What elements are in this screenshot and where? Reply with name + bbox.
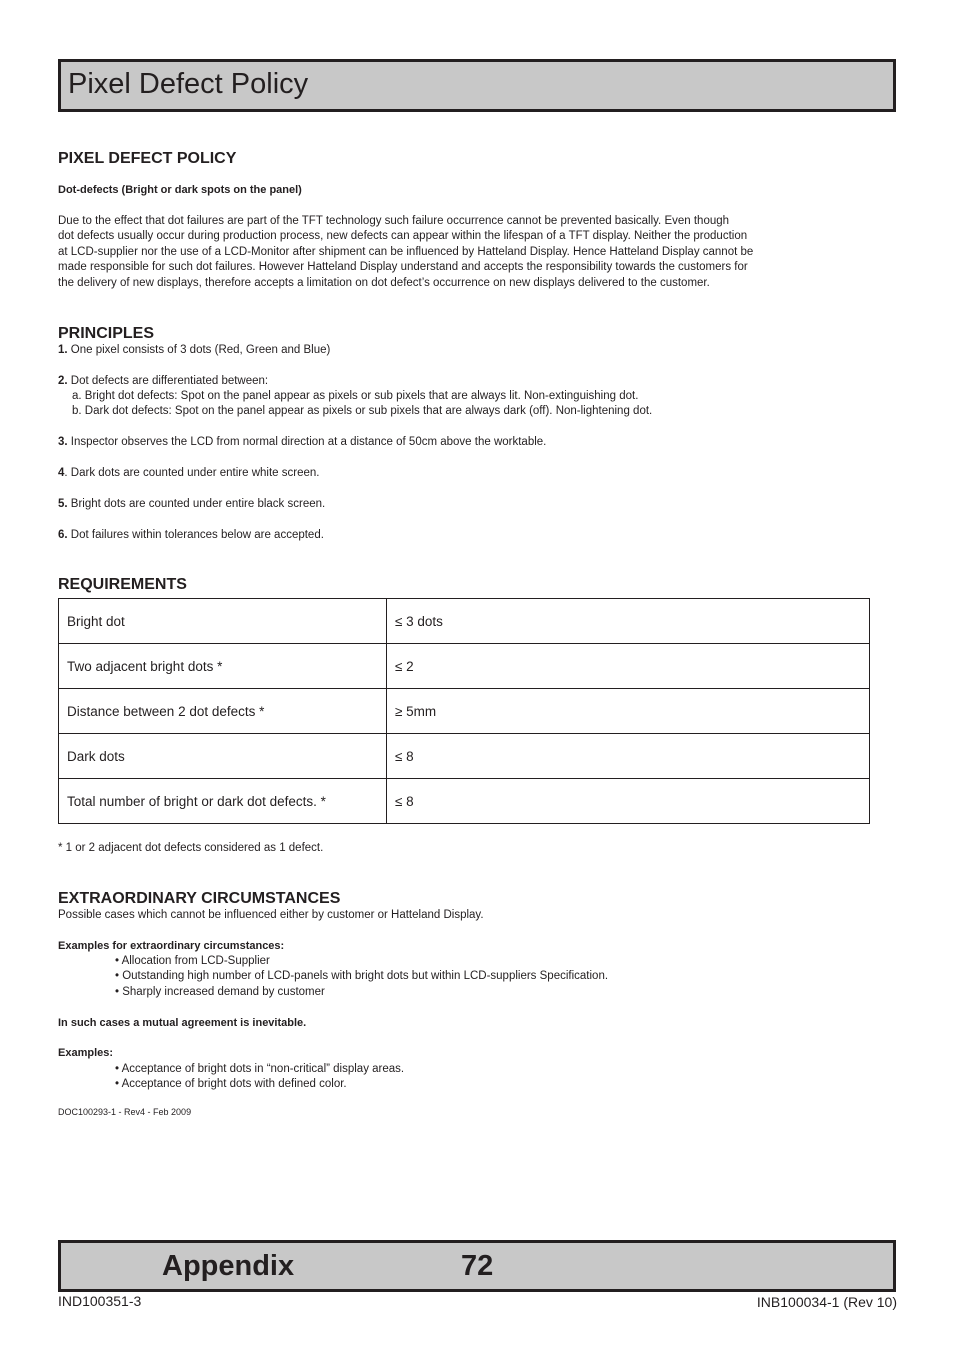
principle-item [58,436,546,448]
page-header [58,59,896,112]
bullet-item: • Sharply increased demand by customer [115,986,325,998]
page-number: 72 [461,1250,494,1282]
item-number: 2. [58,375,68,387]
document-reference: DOC100293-1 - Rev4 - Feb 2009 [58,1107,192,1117]
table-cell-value: ≤ 8 [387,779,870,824]
section-heading-requirements: REQUIREMENTS [58,576,187,593]
table-cell-label: Dark dots [59,734,387,779]
principle-item [58,344,330,356]
principle-item [58,375,268,387]
table-row [59,599,870,644]
table-cell-label: Bright dot [59,599,387,644]
intro-paragraph [58,214,848,291]
section-heading-extraordinary: EXTRAORDINARY CIRCUMSTANCES [58,890,341,907]
table-footnote: * 1 or 2 adjacent dot defects considered as 1 defect. [58,842,324,854]
table-cell-label: Two adjacent bright dots * [59,644,387,689]
page-title: Pixel Defect Policy [68,68,309,100]
item-number: 1. [58,344,68,356]
extraordinary-intro: Possible cases which cannot be influenced either by customer or Hatteland Display. [58,909,484,921]
principle-item [58,529,324,541]
principle-sub-item: a. Bright dot defects: Spot on the panel appear as pixels or sub pixels that are always lit. Non-extinguishing dot. [72,390,639,402]
examples2-heading: Examples: [58,1047,114,1059]
table-cell-label: Total number of bright or dark dot defects. * [59,779,387,824]
paragraph-line: dot defects usually occur during production process, new defects can appear within the lifespan of a TFT display. Neither the production [58,230,748,243]
item-text: Dot failures within tolerances below are accepted. [67,529,324,541]
paragraph-line: at LCD-supplier nor the use of a LCD-Monitor after shipment can be influenced by Hatteland Display. Hence Hatteland Display cannot be [58,245,754,258]
section-heading-pixel-defect-policy: PIXEL DEFECT POLICY [58,150,237,167]
item-text: Inspector observes the LCD from normal direction at a distance of 50cm above the worktable. [67,436,547,448]
item-text: Dot defects are differentiated between: [67,375,269,387]
item-text: . Dark dots are counted under entire white screen. [64,467,320,479]
principle-sub-item: b. Dark dot defects: Spot on the panel appear as pixels or sub pixels that are always dark (off). Non-lightening dot. [72,405,653,417]
paragraph-line: the delivery of new displays, therefore accepts a limitation on dot defect’s occurrence on new displays delivered to the customer. [58,276,710,289]
bullet-item: • Acceptance of bright dots with defined color. [115,1078,347,1090]
section-heading-principles: PRINCIPLES [58,325,155,342]
table-cell-value: ≤ 8 [387,734,870,779]
table-row [59,779,870,824]
page-footer [58,1240,896,1292]
table-row [59,734,870,779]
item-text: One pixel consists of 3 dots (Red, Green and Blue) [67,344,331,356]
item-number: 6. [58,529,68,541]
paragraph-line: Due to the effect that dot failures are part of the TFT technology such failure occurrence cannot be prevented basically. Even though [58,215,730,227]
subheading-dot-defects: Dot-defects (Bright or dark spots on the panel) [58,184,302,196]
item-number: 3. [58,436,68,448]
table-cell-value: ≤ 3 dots [387,599,870,644]
paragraph-line: made responsible for such dot failures. However Hatteland Display understand and accepts the responsibility towards the customers for [58,261,748,274]
item-number: 4 [58,467,65,479]
table-cell-label: Distance between 2 dot defects * [59,689,387,734]
requirements-table [58,598,870,824]
document-id-left: IND100351-3 [58,1293,142,1309]
table-row [59,644,870,689]
table-cell-value: ≥ 5mm [387,689,870,734]
bullet-item: • Allocation from LCD-Supplier [115,955,270,967]
bullet-item: • Acceptance of bright dots in “non-critical” display areas. [115,1063,405,1075]
agreement-note: In such cases a mutual agreement is inevitable. [58,1017,307,1029]
item-text: Bright dots are counted under entire black screen. [67,498,326,510]
table-cell-value: ≤ 2 [387,644,870,689]
bullet-item: • Outstanding high number of LCD-panels with bright dots but within LCD-suppliers Specification. [115,970,609,982]
document-id-right: INB100034-1 (Rev 10) [756,1294,897,1310]
principle-item [58,498,325,510]
table-row [59,689,870,734]
footer-section-title: Appendix [162,1250,295,1282]
examples-heading: Examples for extraordinary circumstances: [58,940,285,952]
item-number: 5. [58,498,68,510]
principle-item [58,467,319,479]
